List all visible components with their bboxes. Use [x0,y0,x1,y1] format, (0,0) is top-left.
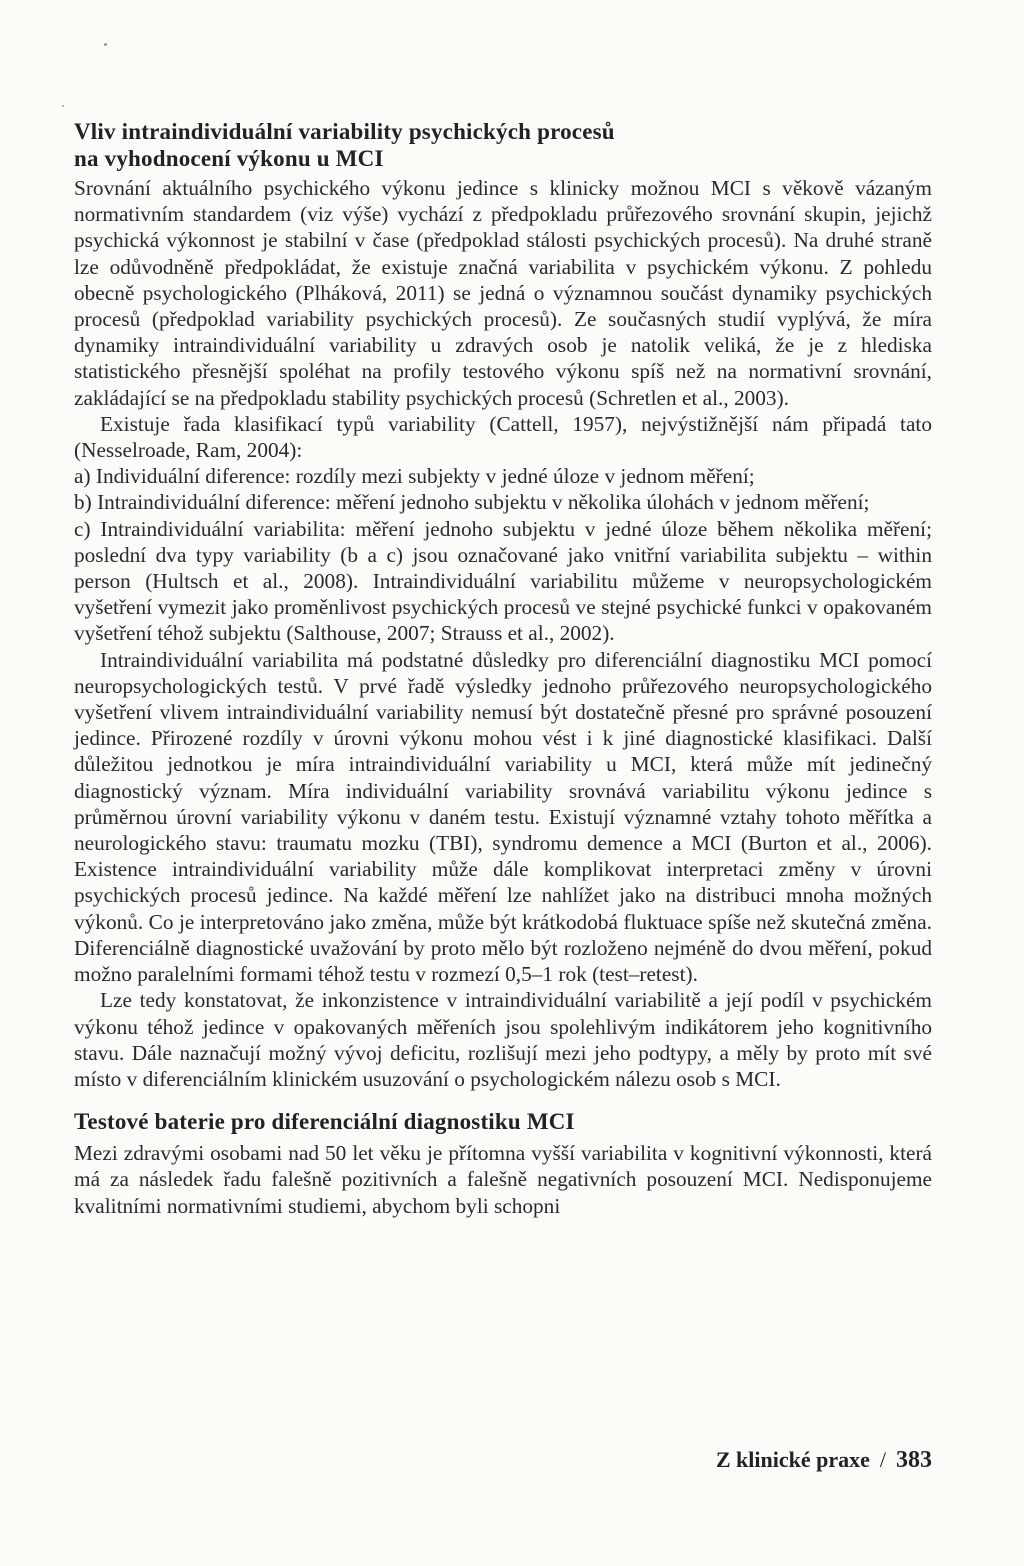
scan-speck [62,105,64,107]
running-footer-title: Z klinické praxe [715,1447,870,1472]
list-item: b) Intraindividuální diference: měření jednoho subjektu v několika úlohách v jednom měření; [74,490,870,515]
paragraph: Existuje řada klasifikací typů variability (Cattell, 1957), nejvýstižnější nám připadá tato (Nesselroade, Ram, 2004): [74,411,932,463]
page-footer [716,1446,932,1474]
paragraph: Mezi zdravými osobami nad 50 let věku je přítomna vyšší variabilita v kognitivní výkonnosti, která má za následek řadu falešně pozitivních a falešně negativních posouzení MCI. Nedisponujeme kvalitními normativními studiemi, abychom byli schopni [74,1141,932,1218]
heading-line: Vliv intraindividuální variability psychických procesů [74,119,615,144]
page-content [74,118,932,1219]
section-heading [74,118,932,172]
paragraph: Lze tedy konstatovat, že inkonzistence v intraindividuální variabilitě a její podíl v psychickém výkonu téhož jedince v opakovaných měřeních jsou spolehlivým indikátorem jeho kognitivního stavu. Dále naznačují možný vývoj deficitu, rozlišují mezi jeho podtypy, a měly by proto mít své místo v diferenciálním klinickém usuzování o psychologickém nálezu osob s MCI. [74,988,932,1091]
paragraph: Srovnání aktuálního psychického výkonu jedince s klinicky možnou MCI s věkově vázaným normativním standardem (viz výše) vychází z předpokladu průřezového srovnání skupin, jejichž psychická výkonnost je stabilní v čase (předpoklad stálosti psychických procesů). Na druhé straně lze odůvodněně předpokládat, že existuje značná variabilita v psychickém výkonu. Z pohledu obecně psychologického (Plháková, 2011) se jedná o významnou součást dynamiky psychických procesů (předpoklad variability psychických procesů). Ze současných studií vyplývá, že míra dynamiky intraindividuální variability u zdravých osob je natolik veliká, že je z hlediska statistického přesnější spoléhat na profily testového výkonu spíš než na normativní srovnání, zakládající se na předpokladu stability psychických procesů (Schretlen et al., 2003). [74,176,932,410]
footer-separator: / [879,1447,886,1472]
list-item: a) Individuální diference: rozdíly mezi subjekty v jedné úloze v jednom měření; [74,464,755,489]
section-heading: Testové baterie pro diferenciální diagnostiku MCI [74,1109,575,1135]
paragraph: Intraindividuální variabilita má podstatné důsledky pro diferenciální diagnostiku MCI pomocí neuropsychologických testů. V prvé řadě výsledky jednoho průřezového neuropsychologického vyšetření vlivem intraindividuální variability nemusí být dostatečně přesné pro správné posouzení jedince. Přirozené rozdíly v úrovni výkonu mohou vést i k jiné diagnostické klasifikaci. Další důležitou jednotkou je míra intraindividuální variability u MCI, která může mít jedinečný diagnostický význam. Míra individuální variability srovnává variabilitu výkonu jedince s průměrnou úrovní variability výkonu v daném testu. Existují významné vztahy tohoto měřítka a neurologického stavu: traumatu mozku (TBI), syndromu demence a MCI (Burton et al., 2006). Existence intraindividuální variability může dále komplikovat interpretaci změny v úrovni psychických procesů jedince. Na každé měření lze nahlížet jako na distribuci mnoha možných výkonů. Co je interpretováno jako změna, může být krátkodobá fluktuace spíše než skutečná změna. Diferenciálně diagnostické uvažování by proto mělo být rozloženo nejméně do dvou měření, pokud možno paralelními formami téhož testu v rozmezí 0,5–1 rok (test–retest). [74,647,932,987]
heading-line: na vyhodnocení výkonu u MCI [74,146,384,171]
scan-speck [104,43,107,46]
page-number: 383 [896,1447,932,1473]
list-item: c) Intraindividuální variabilita: měření jednoho subjektu v jedné úloze během několika měření; poslední dva typy variability (b a c) jsou označované jako vnitřní variabilita subjektu – within person (Hultsch et al., 2008). Intraindividuální variabilitu můžeme v neuropsychologickém vyšetření vymezit jako proměnlivost psychických procesů ve stejné psychické funkci v opakovaném vyšetření téhož subjektu (Salthouse, 2007; Strauss et al., 2002). [74,516,932,646]
